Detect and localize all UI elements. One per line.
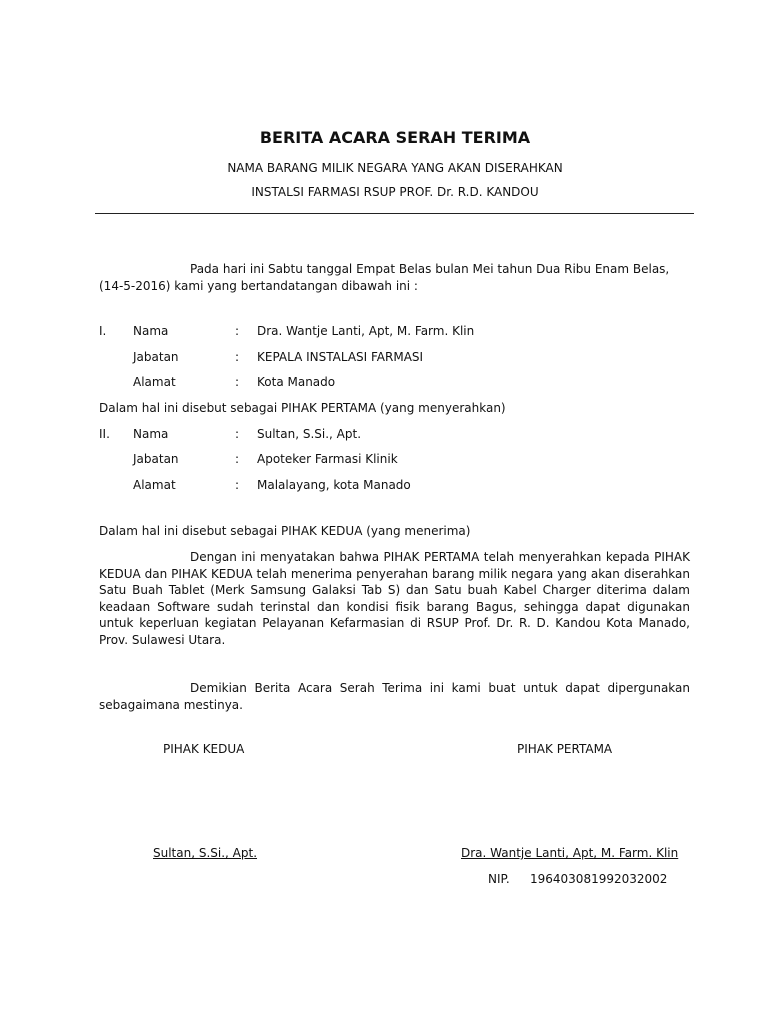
party-1-name-colon: : [235, 324, 240, 338]
party-2-position-label: Jabatan [133, 452, 179, 466]
document-subtitle-item: NAMA BARANG MILIK NEGARA YANG AKAN DISERAHKAN [227, 161, 563, 175]
party-1-name-value: Dra. Wantje Lanti, Apt, M. Farm. Klin [257, 324, 475, 338]
intro-line-1: Pada hari ini Sabtu tanggal Empat Belas bulan Mei tahun Dua Ribu Enam Belas, [190, 262, 670, 276]
party-1-address-value: Kota Manado [257, 375, 336, 389]
party-1-name-label: Nama [133, 324, 169, 338]
nip-value: 196403081992032002 [530, 872, 668, 886]
signature-left-name: Sultan, S.Si., Apt. [153, 846, 258, 860]
party-2-position-value: Apoteker Farmasi Klinik [257, 452, 398, 466]
party-1-number: I. [99, 324, 107, 338]
party-1-position-label: Jabatan [133, 350, 179, 364]
closing-paragraph: Demikian Berita Acara Serah Terima ini kami buat untuk dapat dipergunakan sebagaimana mestinya. [99, 681, 690, 712]
party-1-position-colon: : [235, 350, 240, 364]
document-title: BERITA ACARA SERAH TERIMA [259, 128, 531, 147]
handover-statement-paragraph: Dengan ini menyatakan bahwa PIHAK PERTAMA telah menyerahkan kepada PIHAK KEDUA dan PIHAK KEDUA telah menerima penyerahan barang milik negara yang akan diserahkan Satu Buah Tablet (Merk Samsung Galaksi Tab S) dan Satu buah Kabel Charger diterima dalam keadaan Software sudah terinstal dan kondisi fisik barang Bagus, sehingga dapat digunakan untuk keperluan kegiatan Pelayanan Kefarmasian di RSUP Prof. Dr. R. D. Kandou Kota Manado, Prov. Sulawesi Utara. [99, 550, 690, 647]
signature-left-heading: PIHAK KEDUA [163, 742, 245, 756]
party-1-address-colon: : [235, 375, 240, 389]
party-1-position-value: KEPALA INSTALASI FARMASI [257, 350, 424, 364]
party-2-address-colon: : [235, 478, 240, 492]
signature-right-heading: PIHAK PERTAMA [517, 742, 613, 756]
party-2-name-value: Sultan, S.Si., Apt. [257, 427, 362, 441]
party-1-address-label: Alamat [133, 375, 176, 389]
party-2-address-label: Alamat [133, 478, 176, 492]
party-2-number: II. [99, 427, 110, 441]
party-2-name-label: Nama [133, 427, 169, 441]
signature-right-name: Dra. Wantje Lanti, Apt, M. Farm. Klin [461, 846, 679, 860]
intro-line-2: (14-5-2016) kami yang bertandatangan dibawah ini : [99, 279, 418, 293]
party-1-designation: Dalam hal ini disebut sebagai PIHAK PERTAMA (yang menyerahkan) [99, 401, 506, 415]
document-subtitle-institution: INSTALSI FARMASI RSUP PROF. Dr. R.D. KANDOU [251, 185, 539, 199]
nip-label: NIP. [488, 872, 510, 886]
party-2-address-value: Malalayang, kota Manado [257, 478, 411, 492]
party-2-name-colon: : [235, 427, 240, 441]
party-2-designation: Dalam hal ini disebut sebagai PIHAK KEDUA (yang menerima) [99, 524, 471, 538]
header-divider [95, 213, 694, 214]
party-2-position-colon: : [235, 452, 240, 466]
